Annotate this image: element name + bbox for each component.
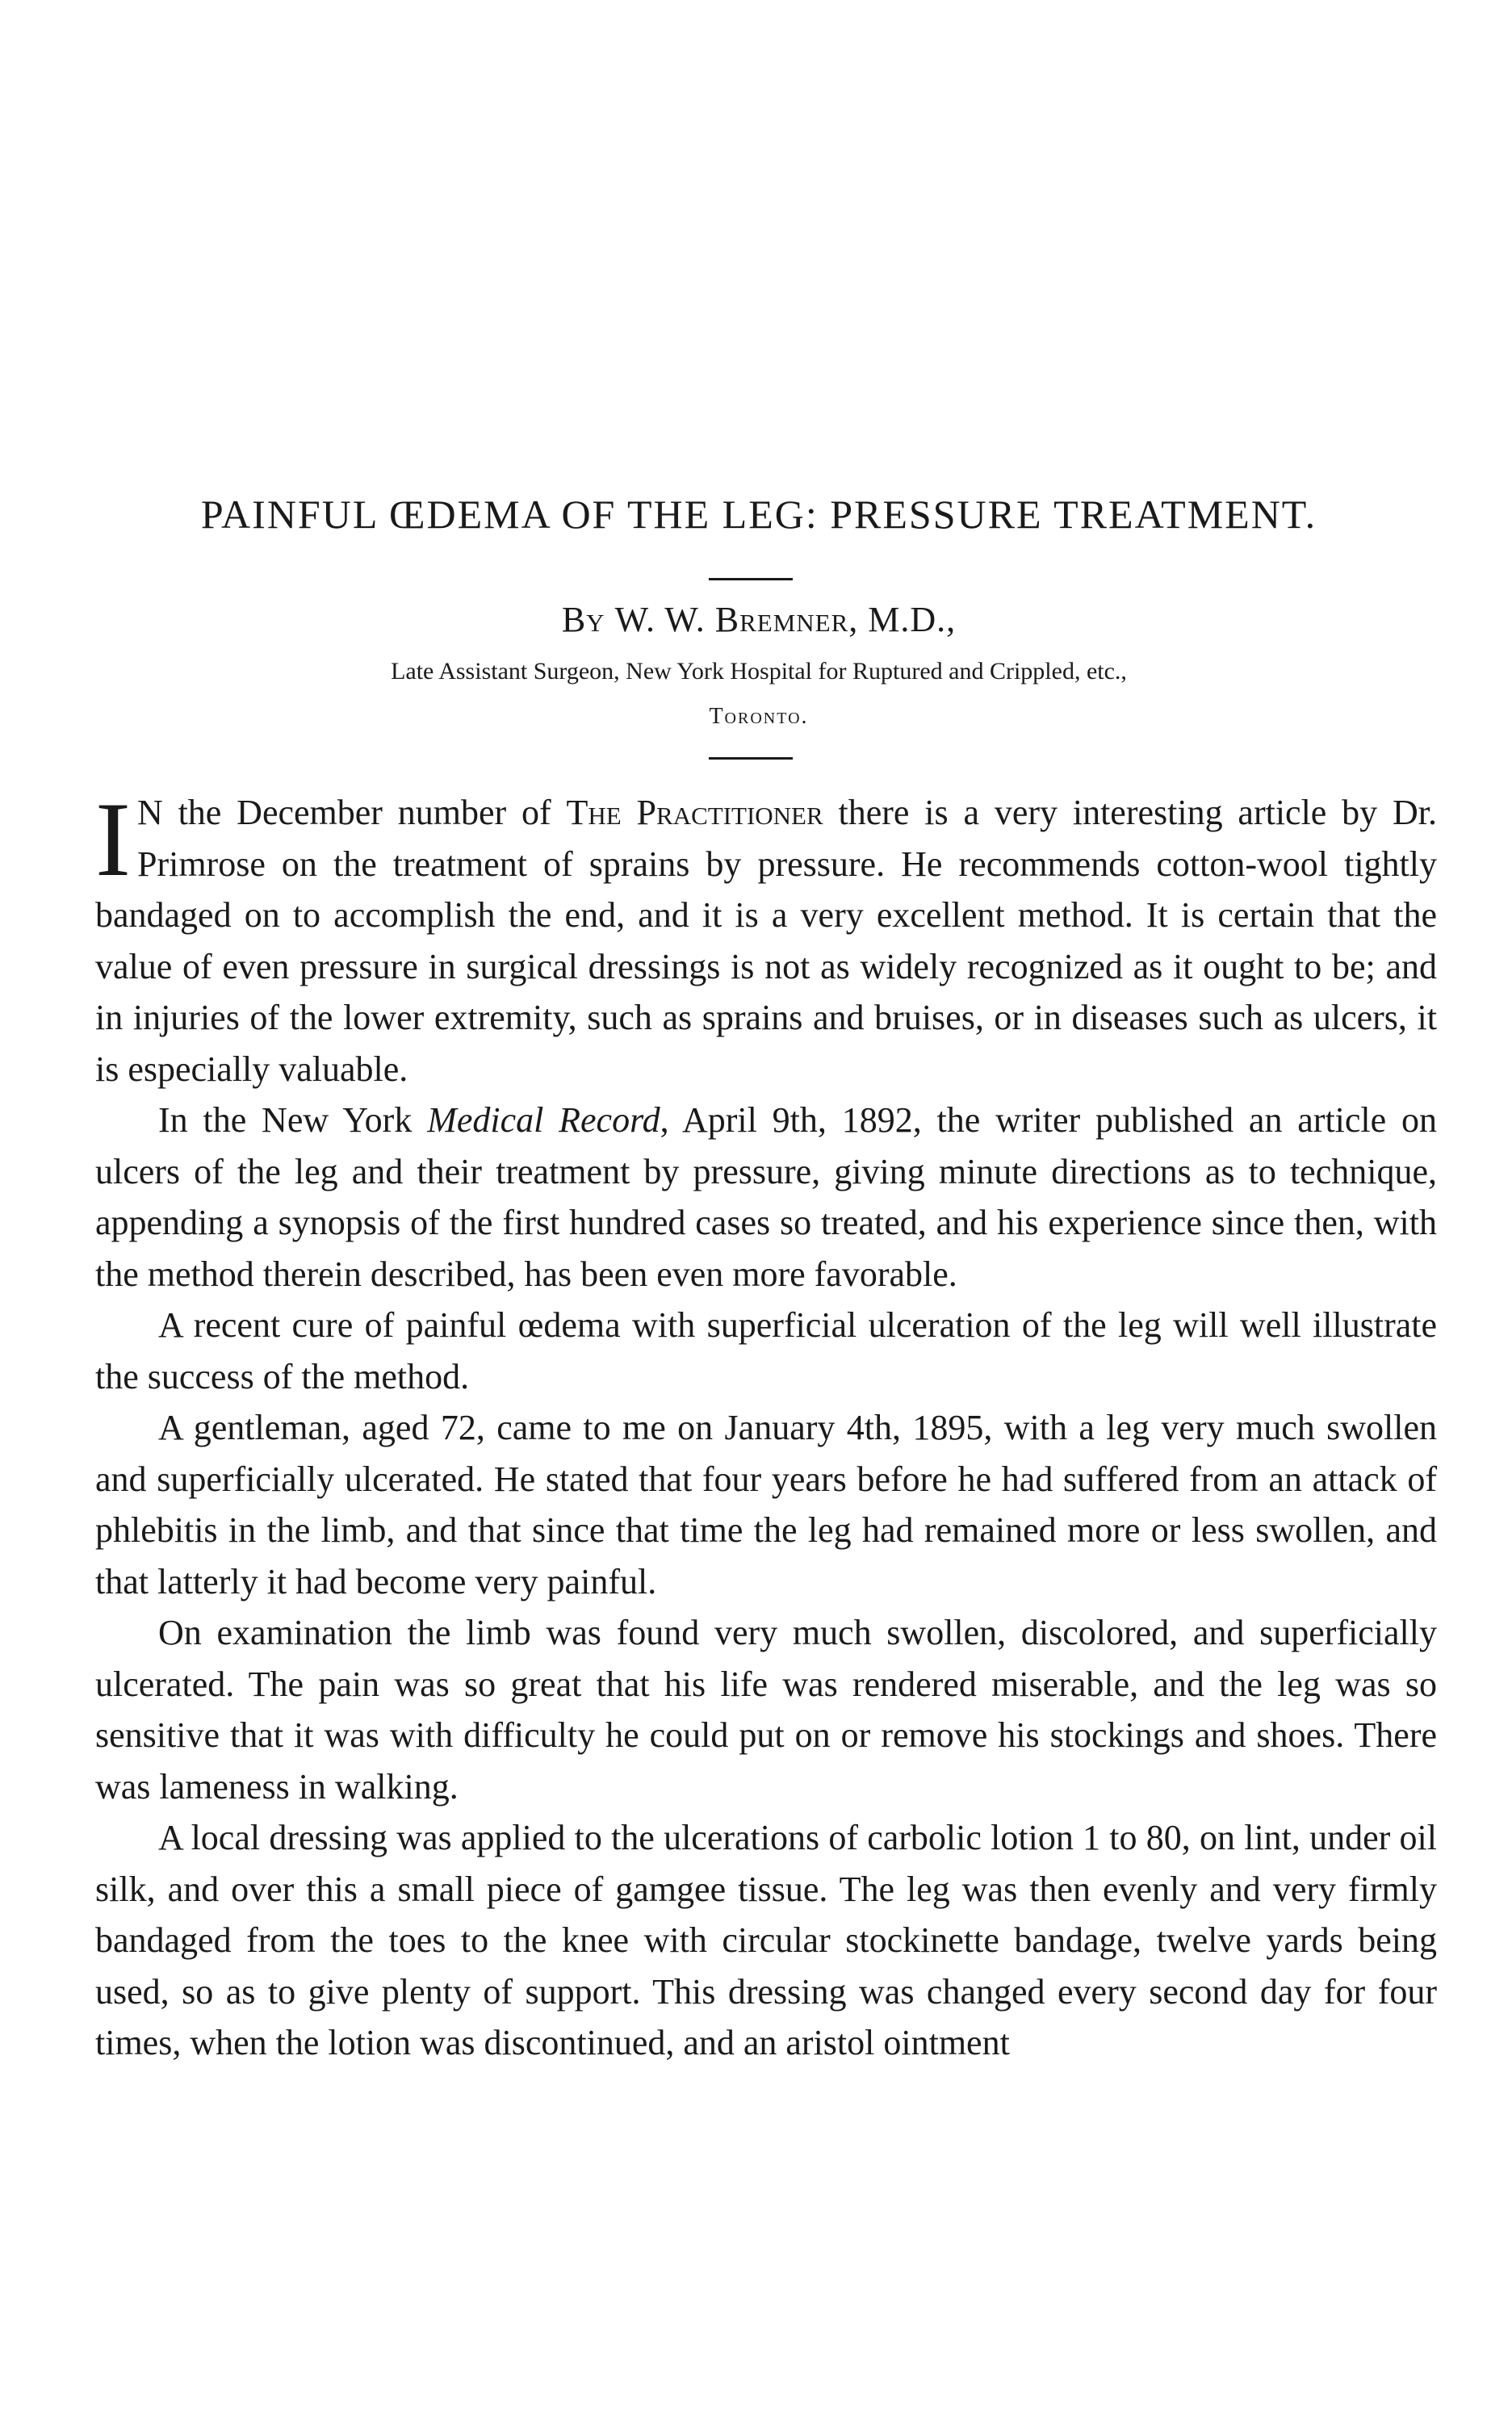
paragraph-5: On examination the limb was found very much swollen, discolored, and superficially ulcerated. The pain was so great that his life was rendered miserable, and the leg was so sensitive that it was with difficulty he could put on or remove his stockings and shoes. There was lameness in walking.	[95, 1613, 1437, 1807]
paragraph-1-text-b: there is a very interesting article by Dr. Primrose on the treatment of sprains by pressure. He recommends cotton-wool tightly bandaged on to accomplish the end, and it is a very excellent method. It is certain that the value of even pressure in surgical dressings is not as widely recognized as it ought to be; and in injuries of the lower extremity, such as sprains and bruises, or in diseases such as ulcers, it is especially valuable.	[95, 793, 1437, 1089]
article-body	[95, 780, 1437, 2069]
byline-prefix: By	[561, 600, 605, 639]
journal-name-practitioner: The Practitioner	[566, 793, 823, 832]
article-title: PAINFUL ŒDEMA OF THE LEG: PRESSURE TREATMENT.	[200, 492, 1317, 537]
journal-name-medical-record: Medical Record	[427, 1100, 660, 1140]
paragraph-1-text-a: N the December number of	[136, 793, 567, 832]
paragraph-2-text-b: , April 9th, 1892, the writer published an article on ulcers of the leg and their treatment by pressure, giving minute directions as to technique, appending a synopsis of the first hundred cases so treated, and his experience since then, with the method therein described, has been even more favorable.	[95, 1100, 1437, 1294]
paragraph-2	[95, 1095, 1437, 1300]
header-divider	[709, 757, 793, 760]
paragraph-6: A local dressing was applied to the ulcerations of carbolic lotion 1 to 80, on lint, under oil silk, and over this a small piece of gamgee tissue. The leg was then evenly and very firmly bandaged from the toes to the knee with circular stockinette bandage, twelve yards being used, so as to give plenty of support. This dressing was changed every second day for four times, when the lotion was discontinued, and an aristol ointment	[95, 1818, 1437, 2062]
paragraph-2-text-a: In the New York	[158, 1100, 428, 1140]
paragraph-1	[95, 780, 1437, 1095]
title-divider	[709, 578, 793, 580]
paragraph-3: A recent cure of painful œdema with superficial ulceration of the leg will well illustrate the success of the method.	[95, 1305, 1437, 1396]
author-city: Toronto.	[709, 704, 809, 729]
author-name: W. W. Bremner, M.D.,	[614, 600, 957, 639]
paragraph-4: A gentleman, aged 72, came to me on January 4th, 1895, with a leg very much swollen and superficially ulcerated. He stated that four years before he had suffered from an attack of phlebitis in the limb, and that since that time the leg had remained more or less swollen, and that latterly it had become very painful.	[95, 1408, 1437, 1601]
author-affiliation: Late Assistant Surgeon, New York Hospital for Ruptured and Crippled, etc.,	[391, 658, 1127, 685]
byline	[89, 599, 1429, 640]
drop-cap: I	[95, 780, 131, 898]
